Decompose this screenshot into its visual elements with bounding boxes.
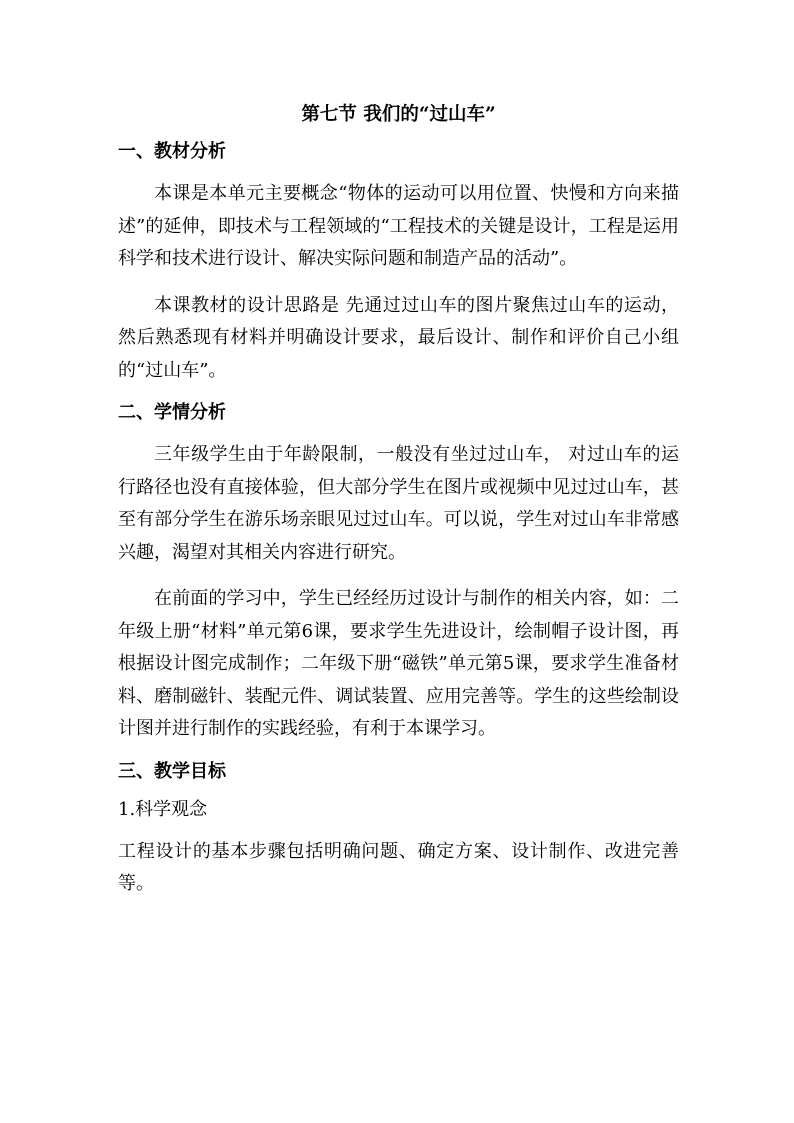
section-heading-textbook-analysis: 一、教材分析 — [118, 141, 226, 162]
paragraph: 三年级学生由于年龄限制，一般没有坐过过山车， 对过山车的运行路径也没有直接体验，但大部分学生在图片或视频中见过过山车，甚至有部分学生在游乐场亲眼见过过山车。可以说，学生对过山车非常感兴趣，渴望对其相关内容进行研究。 — [118, 444, 679, 563]
section-heading-student-analysis: 二、学情分析 — [118, 402, 226, 423]
paragraph: 工程设计的基本步骤包括明确问题、确定方案、设计制作、改进完善等。 — [118, 840, 679, 894]
section-heading-teaching-goals: 三、教学目标 — [118, 760, 226, 782]
paragraph: 本课是本单元主要概念“物体的运动可以用位置、快慢和方向来描述”的延伸，即技术与工程领域的“工程技术的关键是设计，工程是运用科学和技术进行设计、解决实际问题和制造产品的活动”。 — [118, 183, 679, 269]
page-title: 第七节 我们的“过山车” — [301, 104, 496, 125]
paragraph: 在前面的学习中，学生已经经历过设计与制作的相关内容，如：二年级上册“材料”单元第6课，要求学生先进设计，绘制帽子设计图，再根据设计图完成制作；二年级下册“磁铁”单元第5课，要求学生准备材料、磨制磁针、装配元件、调试装置、应用完善等。学生的这些绘制设计图并进行制作的实践经验，有利于本课学习。 — [118, 588, 679, 739]
subheading-science-concept: 1.科学观念 — [118, 798, 208, 820]
paragraph: 本课教材的设计思路是 先通过过山车的图片聚焦过山车的运动，然后熟悉现有材料并明确设计要求，最后设计、制作和评价自己小组的“过山车”。 — [118, 294, 679, 381]
